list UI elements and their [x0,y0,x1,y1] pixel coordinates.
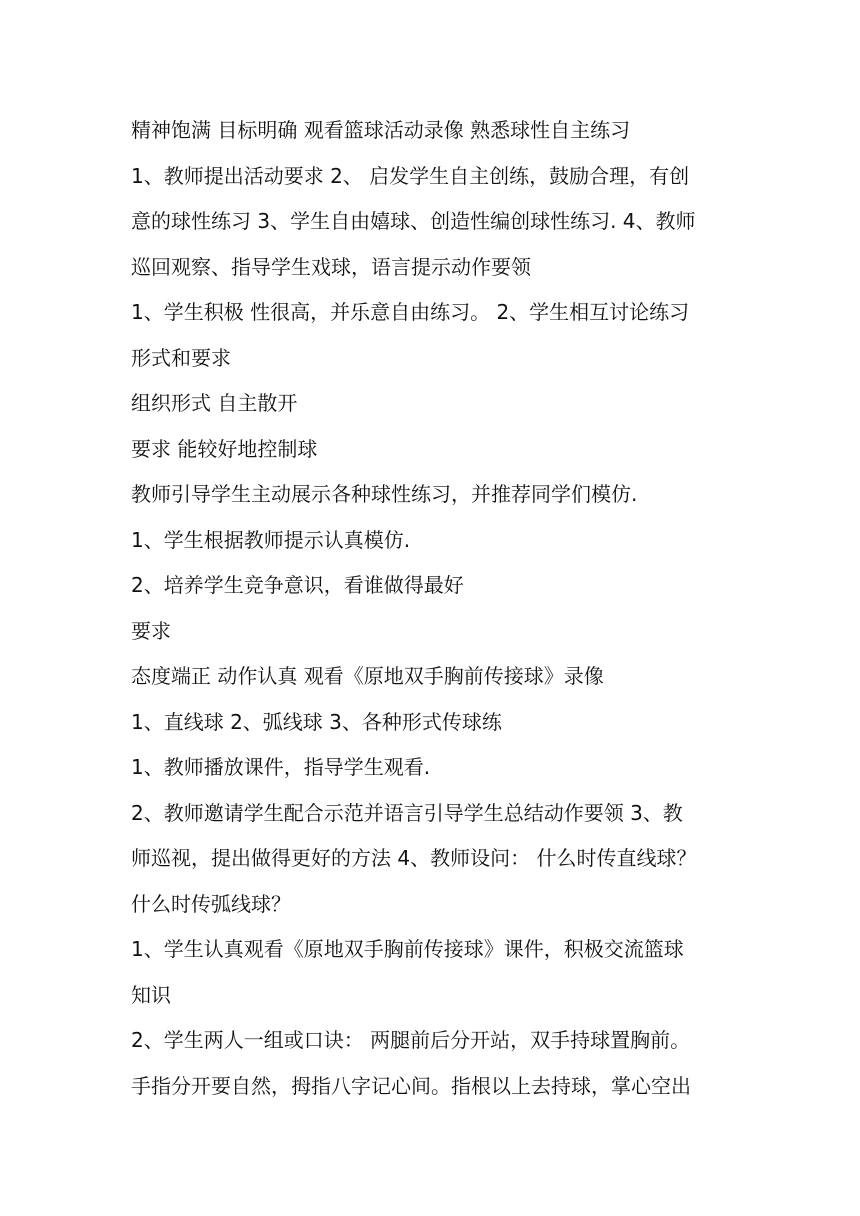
text-line: 1、直线球 2、弧线球 3、各种形式传球练 [131,709,502,734]
text-line: 2、培养学生竞争意识，看谁做得最好 [131,573,464,597]
text-line: 知识 [131,982,171,1007]
text-line: 1、学生认真观看《原地双手胸前传接球》课件，积极交流篮球 [131,937,684,961]
text-line: 1、学生积极 性很高，并乐意自由练习。 2、学生相互讨论练习 [131,300,690,324]
text-line: 1、教师提出活动要求 2、 启发学生自主创练，鼓励合理，有创 [131,163,690,188]
text-line: 教师引导学生主动展示各种球性练习，并推荐同学们模仿. [131,482,638,506]
text-line: 师巡视，提出做得更好的方法 4、教师设问： 什么时传直线球？ [131,846,697,870]
document-body [131,108,731,1109]
text-line: 态度端正 动作认真 观看《原地双手胸前传接球》录像 [131,664,604,688]
text-line: 要求 [131,618,171,643]
text-line: 巡回观察、指导学生戏球，语言提示动作要领 [131,254,531,279]
text-line: 什么时传弧线球？ [131,891,291,916]
text-line: 2、学生两人一组或口诀： 两腿前后分开站，双手持球置胸前。 [131,1028,691,1052]
text-line: 手指分开要自然，拇指八字记心间。指根以上去持球，掌心空出 [131,1073,691,1098]
text-line: 2、教师邀请学生配合示范并语言引导学生总结动作要领 3、教 [131,800,683,825]
text-line: 精神饱满 目标明确 观看篮球活动录像 熟悉球性自主练习 [131,118,631,142]
text-line: 形式和要求 [131,345,231,370]
text-line: 要求 能较好地控制球 [131,436,318,461]
text-line: 1、教师播放课件，指导学生观看. [131,755,431,779]
text-line: 1、学生根据教师提示认真模仿. [131,527,411,552]
text-line: 组织形式 自主散开 [131,391,298,415]
text-line: 意的球性练习 3、学生自由嬉球、创造性编创球性练习. 4、教师 [131,209,696,233]
